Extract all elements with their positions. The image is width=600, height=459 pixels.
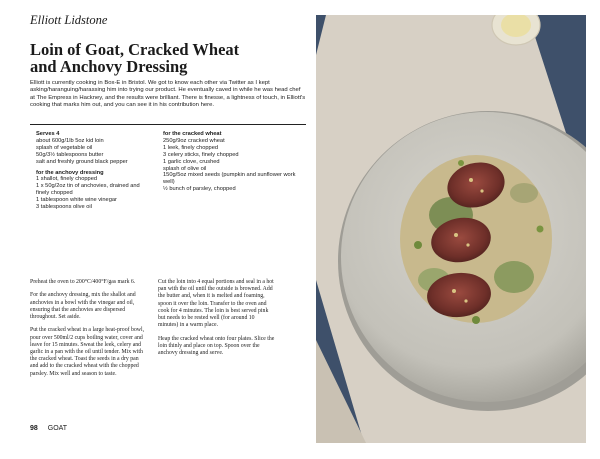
ingredient-line: 1 tablespoon white wine vinegar bbox=[36, 197, 117, 204]
chef-name: Elliott Lidstone bbox=[30, 13, 108, 27]
method-column-right bbox=[158, 279, 276, 363]
recipe-title bbox=[30, 41, 308, 75]
ingredient-line: 1 leek, finely chopped bbox=[163, 144, 219, 151]
ingredient-line: ½ bunch of parsley, chopped bbox=[163, 186, 236, 193]
ingredient-line: about 600g/1lb 5oz kid loin bbox=[36, 137, 104, 144]
ingredient-line: 3 celery sticks, finely chopped bbox=[163, 151, 239, 158]
ingredient-line: 1 x 50g/2oz tin of anchovies, drained and finely chopped bbox=[36, 183, 140, 197]
dish-illustration bbox=[316, 15, 586, 443]
section-name: GOAT bbox=[47, 425, 68, 432]
ingredient-line: splash of olive oil bbox=[163, 165, 207, 172]
recipe-title-line: and Anchovy Dressing bbox=[30, 57, 188, 76]
ingredient-line: 50g/3½ tablespoons butter bbox=[36, 151, 104, 158]
ingredient-line: 250g/9oz cracked wheat bbox=[163, 137, 225, 144]
serves-heading: Serves 4 bbox=[36, 131, 60, 137]
method-paragraph: Put the cracked wheat in a large heat-proof bowl, pour over 500ml/2 cups boiling water, cover and leave for 15 minutes. Sweat the leek, celery and garlic in a pan with the oil until tender. Mix with the cracked wheat. Toast the seeds in a dry pan and add to the cracked wheat with the chopped parsley. Mix well and season to taste. bbox=[30, 327, 145, 377]
ingredients-column-right bbox=[163, 131, 303, 193]
page-footer bbox=[30, 425, 67, 432]
method-paragraph: For the anchovy dressing, mix the shallot and anchovies in a bowl with the vinegar and oil, ensuring that the anchovies are dispersed throughout. Set aside. bbox=[30, 292, 136, 320]
anchovy-dressing-heading: for the anchovy dressing bbox=[36, 169, 104, 176]
method-paragraph: Preheat the oven to 200°C/400°F/gas mark 6. bbox=[30, 279, 136, 285]
method-column-left bbox=[30, 279, 146, 384]
method-paragraph: Heap the cracked wheat onto four plates. Slice the loin thinly and place on top. Spoon over the anchovy dressing and serve. bbox=[158, 335, 275, 357]
ingredient-line: 150g/5oz mixed seeds (pumpkin and sunflower work well) bbox=[163, 172, 296, 186]
ingredient-line: 3 tablespoons olive oil bbox=[36, 204, 92, 211]
page-number: 98 bbox=[30, 425, 38, 432]
recipe-intro: Elliott is currently cooking in Box-E in Bristol. We got to know each other via Twitter as I kept asking/haranguing/harassing him into trying our product. He eventually caved in while he was head chef at The Empress in Hackney, and the results were brilliant. There is finesse, a lightness of touch, in Elliott's cooking that marks him out, and you can see it in his contribution here. bbox=[30, 80, 306, 109]
recipe-page bbox=[30, 0, 308, 459]
dish-photo bbox=[316, 15, 586, 443]
ingredient-line: 1 garlic clove, crushed bbox=[163, 158, 220, 165]
cracked-wheat-heading: for the cracked wheat bbox=[163, 131, 222, 137]
recipe-title-line: Loin of Goat, Cracked Wheat bbox=[30, 40, 240, 59]
ingredient-line: splash of vegetable oil bbox=[36, 144, 93, 151]
ingredient-line: 1 shallot, finely chopped bbox=[36, 176, 98, 183]
method-paragraph: Cut the loin into 4 equal portions and seal in a hot pan with the oil until the outside is browned. Add the butter and, when it is melted and foaming, spoon it over the loin. Transfer to the oven and cook for 4 minutes. The loin is best served pink but needs to be rested well (for around 10 minutes) in a warm place. bbox=[158, 279, 274, 329]
ingredients-column-left bbox=[36, 131, 154, 211]
divider bbox=[30, 124, 306, 125]
ingredient-line: salt and freshly ground black pepper bbox=[36, 158, 128, 165]
